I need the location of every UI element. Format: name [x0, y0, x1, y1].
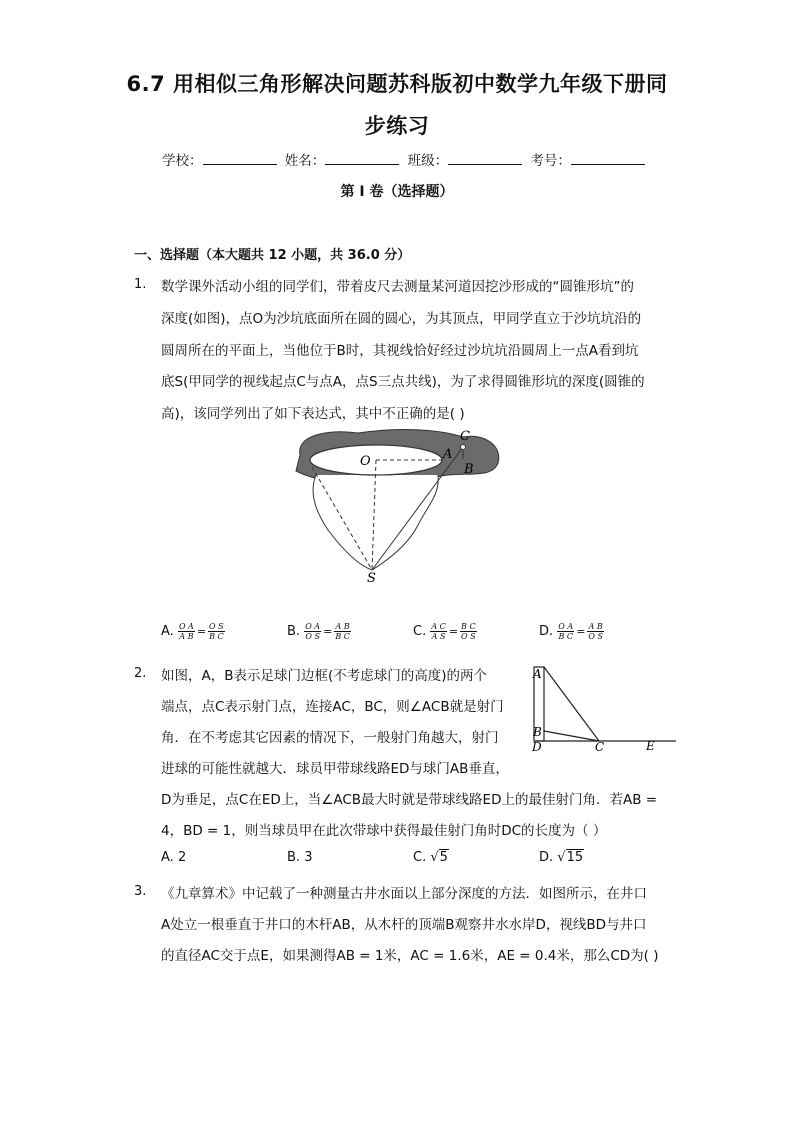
q1-line-1: 数学课外活动小组的同学们，带着皮尺去测量某河道因挖沙形成的“圆锥形坑”的	[161, 279, 634, 295]
q1-number: 1.	[134, 277, 147, 292]
q1-line-3: 圆周所在的平面上，当他位于B时，其视线恰好经过沙坑坑沿圆周上一点A看到坑	[161, 343, 639, 359]
q2-goal-figure	[526, 662, 686, 754]
name-blank	[325, 152, 399, 165]
q2-fig-label-c: C	[595, 740, 605, 754]
q1-option-a[interactable]: A. $\frac{\text{O A}}{\text{A B}}$ = $\frac{\text{O S}}{\text{B C}}$	[161, 622, 224, 641]
q3-line-1: 《九章算术》中记载了一种测量古井水面以上部分深度的方法．如图所示，在井口	[161, 886, 647, 902]
q1-option-c[interactable]: C. $\frac{\text{A C}}{\text{A S}}$ = $\frac{\text{B C}}{\text{O S}}$	[413, 622, 476, 641]
q2-fig-label-b: B	[533, 725, 542, 739]
school-label: 学校：	[162, 153, 203, 169]
name-label: 姓名：	[284, 153, 326, 169]
page-title-line1: 6.7 用相似三角形解决问题苏科版初中数学九年级下册同	[126, 72, 668, 96]
q2-fig-label-a: A	[533, 667, 542, 681]
q2-line-5: D为垂足，点C在ED上，当∠ACB最大时就是带球线路ED上的最佳射门角．若AB =	[161, 792, 658, 808]
q2-line-2: 端点，点C表示射门点，连接AC，BC，则∠ACB就是射门	[161, 699, 504, 715]
q2-number: 2.	[134, 666, 147, 681]
q2-line-3: 角．在不考虑其它因素的情况下，一般射门角越大，射门	[161, 730, 499, 746]
q1-fig-label-b: B	[464, 462, 474, 477]
class-blank	[448, 152, 522, 165]
q1-option-d[interactable]: D. $\frac{\text{O A}}{\text{B C}}$ = $\frac{\text{A B}}{\text{O S}}$	[539, 622, 603, 641]
q3-line-2: A处立一根垂直于井口的木杆AB，从木杆的顶端B观察井水水岸D，视线BD与井口	[161, 917, 647, 933]
q1-fig-label-c: C	[460, 429, 470, 444]
exam-no-label: 考号：	[530, 153, 571, 169]
q1-option-b[interactable]: B. $\frac{\text{O A}}{\text{O S}}$ = $\frac{\text{A B}}{\text{B C}}$	[287, 622, 350, 641]
q1-line-4: 底S(甲同学的视线起点C与点A，点S三点共线)，为了求得圆锥形坑的深度(圆锥的	[161, 374, 645, 390]
q2-option-a[interactable]: A. 2	[161, 850, 187, 865]
section-heading: 一、选择题（本大题共 12 小题，共 36.0 分）	[134, 248, 411, 263]
q1-fig-label-s: S	[367, 571, 376, 585]
school-blank	[203, 152, 277, 165]
q3-line-3: 的直径AC交于点E，如果测得AB = 1米，AC = 1.6米，AE = 0.4米，那么CD为( )	[161, 948, 659, 964]
q2-option-d[interactable]: D. √15	[539, 850, 584, 865]
q1-cone-figure	[288, 425, 508, 585]
q1-fig-label-a: A	[443, 447, 453, 462]
q2-line-1: 如图，A，B表示足球门边框(不考虑球门的高度)的两个	[161, 668, 488, 684]
q2-line-6: 4，BD = 1，则当球员甲在此次带球中获得最佳射门角时DC的长度为（ ）	[161, 823, 607, 839]
q1-line-2: 深度(如图)，点O为沙坑底面所在圆的圆心，为其顶点，甲同学直立于沙坑坑沿的	[161, 311, 642, 327]
q3-number: 3.	[134, 884, 147, 899]
q2-option-c[interactable]: C. √5	[413, 850, 448, 865]
class-label: 班级：	[407, 153, 449, 169]
q2-option-b[interactable]: B. 3	[287, 850, 313, 865]
q2-fig-label-d: D	[532, 740, 542, 754]
q2-fig-label-e: E	[646, 739, 655, 753]
page-title-line2: 步练习	[364, 114, 430, 138]
q2-line-4: 进球的可能性就越大．球员甲带球线路ED与球门AB垂直，	[161, 761, 509, 777]
q1-fig-label-o: O	[360, 454, 371, 469]
q1-line-5: 高)，该同学列出了如下表达式，其中不正确的是( )	[161, 406, 465, 422]
exam-no-blank	[571, 152, 645, 165]
student-info-row	[162, 149, 649, 169]
volume-heading: 第 I 卷（选择题）	[340, 184, 454, 200]
